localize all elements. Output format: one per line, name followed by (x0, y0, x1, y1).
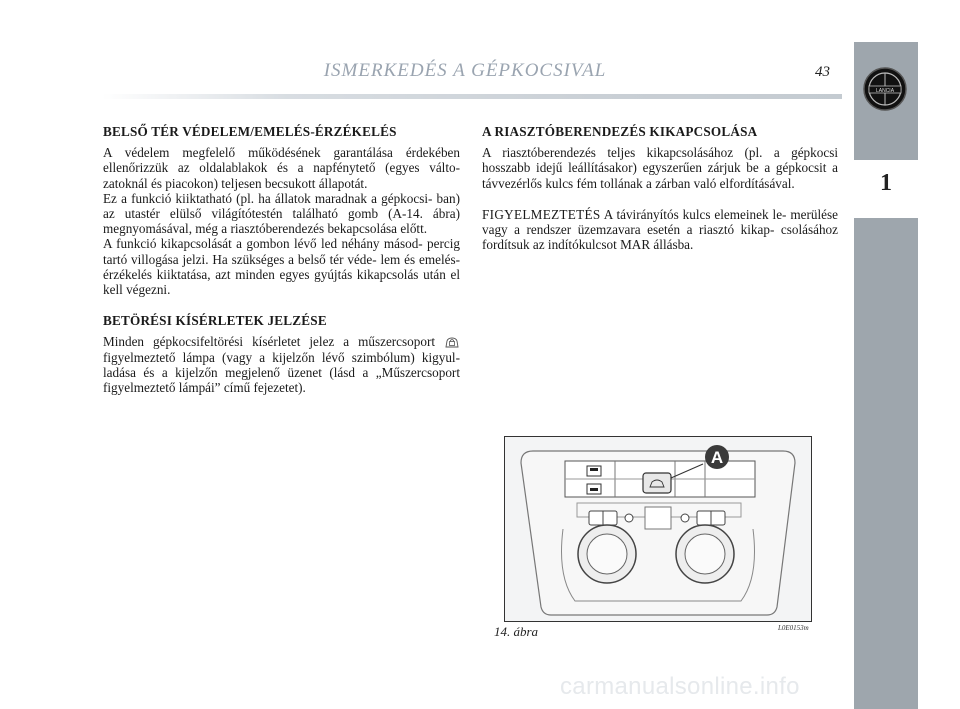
paragraph: A védelem megfelelő működésének garantálása érdekében ellenőrizzük az oldalablakok és a napfénytető (egyes válto- zatoknál és piacokon) teljesen becsukott állapotát. (103, 145, 460, 191)
right-column (482, 124, 838, 252)
paragraph-text: figyelmeztető lámpa (vagy a kijelzőn lévő szimbólum) kigyul- ladása és a kijelzőn megjelenő üzenet (lásd a „Műszercsoport figyelmeztető lámpái” című fejezetet). (103, 349, 460, 396)
figure-caption: 14. ábra (494, 624, 539, 639)
paragraph: A riasztóberendezés teljes kikapcsolásához (pl. a gépkocsi hosszabb idejű leállításakor) egyszerűen zárjuk be a gépkocsit a távvezérlős kulcs fém tollának a zárban való elfordításával. (482, 145, 838, 191)
chapter-sidebar (854, 42, 918, 709)
section-heading-alarm-deactivation: A RIASZTÓBERENDEZÉS KIKAPCSOLÁSA (482, 124, 758, 139)
page-header-title: ISMERKEDÉS A GÉPKOCSIVAL (323, 60, 607, 81)
roof-light-illustration (505, 437, 811, 621)
section-heading-interior-protection: BELSŐ TÉR VÉDELEM/EMELÉS-ÉRZÉKELÉS (103, 124, 397, 139)
paragraph: A funkció kikapcsolását a gombon lévő led néhány másod- percig tartó villogása jelzi. Ha szükséges a belső tér véde- lem és emelés-érzékelés kiiktatása, azt minden egyes gyújtás kikapcsolás után el kell végezni. (103, 236, 460, 298)
paragraph: Ez a funkció kiiktatható (pl. ha állatok maradnak a gépkocsi- ban) az utastér elülső világítótestén található gomb (A-14. ábra) megnyomásával, még a riasztóberendezés bekapcsolása előtt. (103, 190, 460, 237)
lancia-logo (862, 66, 908, 112)
logo-text: LANCIA (875, 87, 895, 94)
section-heading-break-in-attempts: BETÖRÉSI KÍSÉRLETEK JELZÉSE (103, 313, 327, 329)
alarm-warning-lamp-icon (444, 335, 460, 348)
callout-a-label: A (710, 448, 724, 467)
chapter-number: 1 (880, 170, 892, 196)
paragraph-text: Minden gépkocsifeltörési kísérletet jelez a műszercsoport (103, 334, 436, 350)
alarm-protection-button-a (643, 473, 671, 493)
figure-roof-light-panel (504, 436, 812, 622)
warning-paragraph (482, 207, 838, 253)
paragraph (103, 334, 460, 395)
watermark: carmanualsonline.info (560, 673, 800, 700)
page-number: 43 (815, 64, 830, 80)
figure-code: L0E0153m (778, 624, 809, 632)
warning-text: A távirányítós kulcs elemeinek le- merülése vagy a rendszer üzemzavara esetén a riasztó kikap- csolásához fordítsuk az indítókulcsot MAR állásba. (482, 206, 838, 253)
left-column (103, 124, 460, 395)
warning-label: FIGYELMEZTETÉS (482, 206, 601, 222)
header-rule (102, 94, 842, 99)
